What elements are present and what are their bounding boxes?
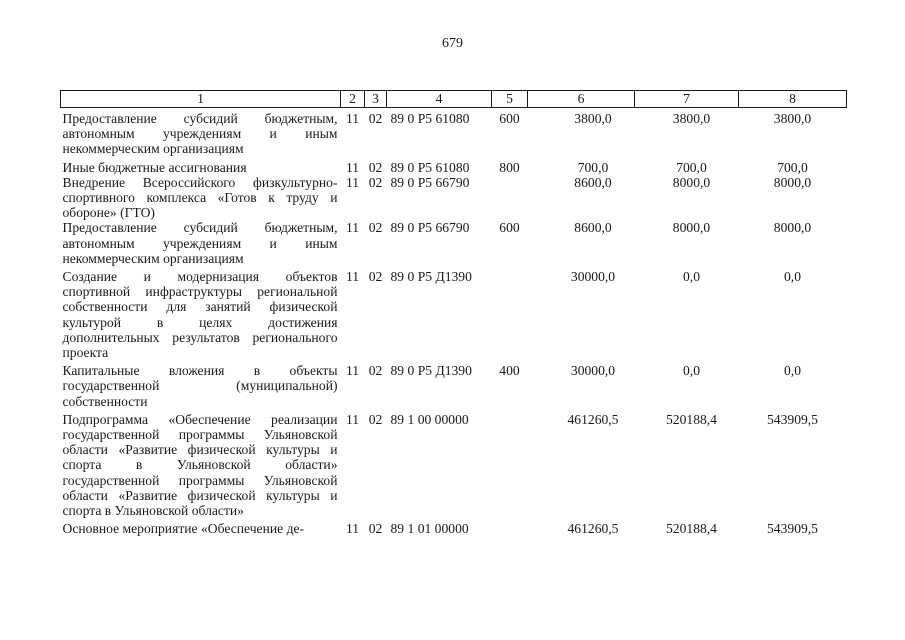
row-expense-type: 400	[499, 363, 520, 379]
column-header: 5	[492, 91, 528, 108]
row-name: Иные бюджетные ассигнования	[62, 159, 247, 175]
page-number: 679	[442, 36, 463, 51]
table-row	[61, 518, 847, 536]
row-value-8: 3800,0	[773, 111, 812, 126]
row-section: 11	[345, 411, 360, 427]
row-value-8: 8000,0	[773, 220, 812, 236]
row-value-6: 8600,0	[574, 174, 612, 190]
row-value-7: 8000,0	[672, 174, 711, 190]
column-header: 8	[739, 91, 847, 108]
row-name: Предоставление субсидий бюджетным, автономным учреждениям и иным некоммерческим организациям	[62, 111, 338, 157]
row-value-6: 30000,0	[570, 363, 616, 379]
row-value-8: 543909,5	[767, 521, 818, 537]
row-value-7: 700,0	[676, 159, 707, 175]
row-value-7: 3800,0	[672, 111, 711, 126]
table-header-row	[61, 91, 847, 108]
row-value-8: 543909,5	[767, 411, 818, 427]
row-value-6: 30000,0	[570, 269, 616, 285]
table-row	[61, 409, 847, 518]
row-expense-type	[492, 409, 528, 518]
row-expense-type: 600	[499, 111, 520, 126]
row-name: Создание и модернизация объектов спортивной инфраструктуры региональной собственности для занятий физической культурой в целях достижения дополнительных результатов регионального проекта	[62, 269, 338, 361]
row-target-code: 89 0 P5 66790	[390, 220, 470, 236]
table-row	[61, 157, 847, 175]
row-target-code: 89 0 P5 Д1390	[390, 269, 472, 285]
row-value-6: 461260,5	[567, 521, 619, 537]
row-subsection: 02	[368, 363, 383, 379]
row-target-code: 89 0 P5 Д1390	[390, 363, 472, 379]
row-subsection: 02	[368, 220, 383, 236]
row-section: 11	[345, 220, 360, 236]
row-name: Предоставление субсидий бюджетным, автономным учреждениям и иным некоммерческим организациям	[62, 220, 338, 266]
row-section: 11	[345, 521, 360, 537]
row-value-7: 0,0	[683, 269, 700, 285]
row-section: 11	[345, 363, 360, 379]
row-subsection: 02	[368, 269, 383, 285]
row-value-6: 461260,5	[567, 411, 619, 427]
row-section: 11	[345, 269, 360, 285]
row-expense-type: 800	[499, 159, 520, 175]
row-subsection: 02	[368, 411, 383, 427]
row-target-code: 89 1 00 00000	[390, 411, 469, 427]
column-header: 7	[635, 91, 739, 108]
row-section: 11	[345, 111, 360, 126]
row-name: Подпрограмма «Обеспечение реализации государственной программы Ульяновской области «Развитие физической культуры и спорта в Ульяновской области» государственной программы Ульяновской области «Развитие физической культуры и спорта в Ульяновской области»	[62, 411, 338, 519]
row-expense-type	[492, 175, 528, 221]
row-value-7: 0,0	[683, 363, 700, 379]
row-expense-type	[492, 518, 528, 536]
table-row	[61, 108, 847, 157]
row-value-8: 0,0	[784, 269, 801, 285]
row-value-8: 700,0	[777, 159, 808, 175]
row-value-7: 520188,4	[666, 521, 717, 537]
row-target-code: 89 0 P5 61080	[390, 111, 470, 126]
row-expense-type: 600	[499, 220, 520, 236]
row-name: Капитальные вложения в объекты государственной (муниципальной) собственности	[62, 363, 338, 409]
column-header: 1	[61, 91, 341, 108]
row-value-6: 700,0	[577, 159, 609, 175]
row-value-7: 8000,0	[672, 220, 711, 236]
row-value-6: 8600,0	[574, 220, 612, 236]
row-expense-type	[492, 266, 528, 360]
table-row	[61, 220, 847, 266]
row-name: Внедрение Всероссийского физкультурно-спортивного комплекса «Готов к труду и обороне» (ГТО)	[62, 174, 338, 221]
table-row	[61, 360, 847, 409]
row-value-8: 0,0	[784, 363, 801, 379]
row-target-code: 89 1 01 00000	[390, 521, 469, 537]
column-header: 3	[365, 91, 387, 108]
budget-table	[60, 90, 847, 536]
row-subsection: 02	[368, 521, 383, 537]
column-header: 6	[528, 91, 635, 108]
table-row	[61, 175, 847, 221]
row-subsection: 02	[368, 174, 383, 190]
column-header: 4	[387, 91, 492, 108]
row-name: Основное мероприятие «Обеспечение де-	[62, 521, 305, 537]
table-row	[61, 266, 847, 360]
row-subsection: 02	[368, 159, 383, 175]
row-value-8: 8000,0	[773, 174, 812, 190]
row-value-7: 520188,4	[666, 411, 717, 427]
row-target-code: 89 0 P5 61080	[390, 159, 470, 175]
column-header: 2	[341, 91, 365, 108]
row-subsection: 02	[368, 111, 383, 126]
row-value-6: 3800,0	[574, 111, 612, 126]
row-target-code: 89 0 P5 66790	[390, 174, 470, 190]
row-section: 11	[345, 159, 360, 175]
row-section: 11	[345, 174, 360, 190]
